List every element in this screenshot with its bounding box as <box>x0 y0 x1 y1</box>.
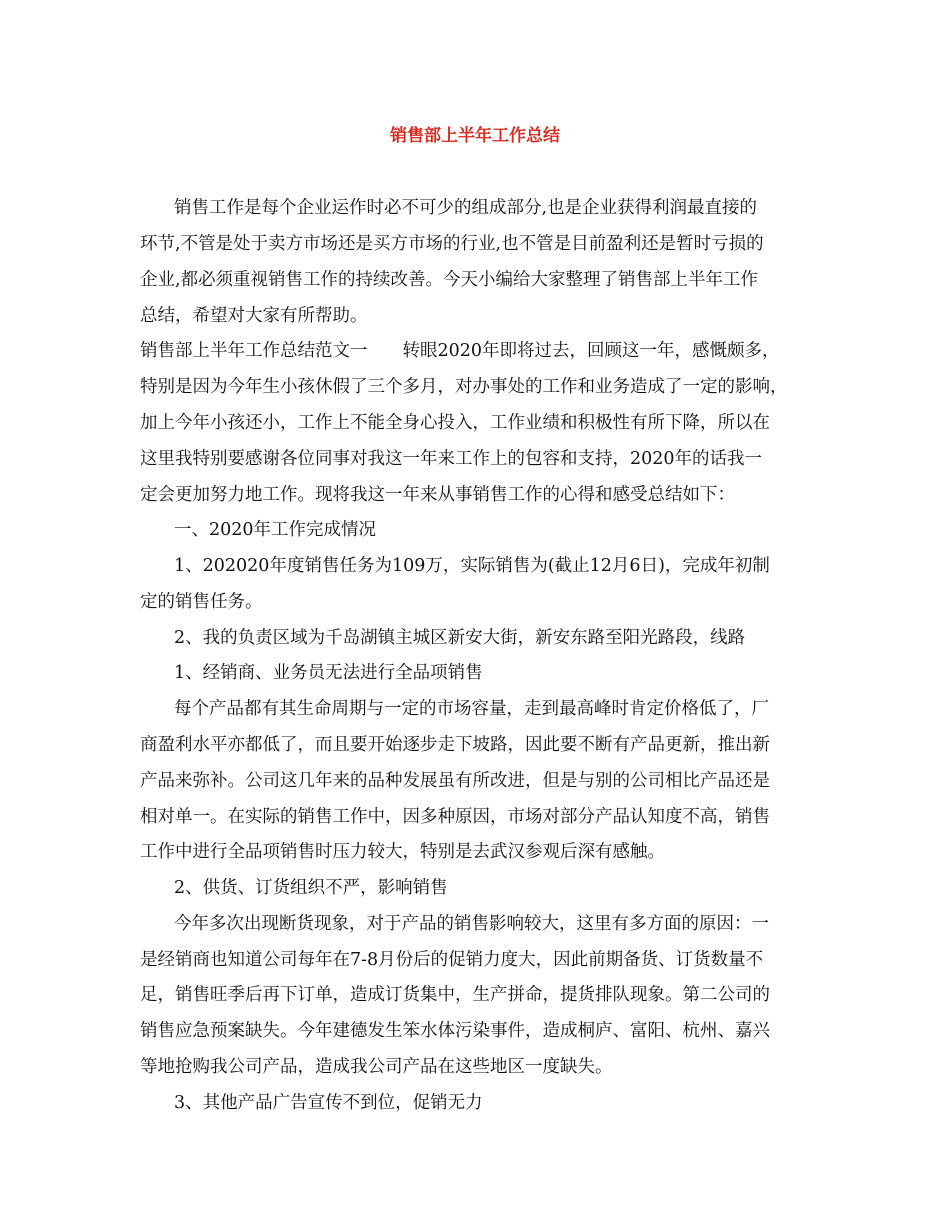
body-line: 定会更加努力地工作。现将我这一年来从事销售工作的心得和感受总结如下： <box>140 485 735 505</box>
body-line: 今年多次出现断货现象，对于产品的销售影响较大，这里有多方面的原因：一 <box>174 914 769 934</box>
body-line: 特别是因为今年生小孩休假了三个多月，对办事处的工作和业务造成了一定的影响， <box>140 377 788 397</box>
body-line: 产品来弥补。公司这几年来的品种发展虽有所改进，但是与别的公司相比产品还是 <box>140 771 770 791</box>
body-line: 加上今年小孩还小，工作上不能全身心投入，工作业绩和积极性有所下降，所以在 <box>140 413 770 433</box>
subsection-heading: 3、其他产品广告宣传不到位，促销无力 <box>174 1093 483 1113</box>
body-line: 相对单一。在实际的销售工作中，因多种原因，市场对部分产品认知度不高，销售 <box>140 807 770 827</box>
subsection-heading: 2、供货、订货组织不严，影响销售 <box>174 878 448 898</box>
body-line: 是经销商也知道公司每年在7-8月份后的促销力度大，因此前期备货、订货数量不 <box>140 950 764 970</box>
body-line: 1、202020年度销售任务为109万，实际销售为(截止12月6日)，完成年初制 <box>174 556 770 576</box>
body-line: 这里我特别要感谢各位同事对我这一年来工作上的包容和支持，2020年的话我一 <box>140 449 763 469</box>
body-line: 定的销售任务。 <box>140 592 263 612</box>
body-line: 环节,不管是处于卖方市场还是买方市场的行业,也不管是目前盈利还是暂时亏损的 <box>140 234 764 254</box>
section-heading: 一、2020年工作完成情况 <box>174 520 377 540</box>
document-title: 销售部上半年工作总结 <box>390 126 560 146</box>
body-line: 等地抢购我公司产品，造成我公司产品在这些地区一度缺失。 <box>140 1057 613 1077</box>
body-line: 销售应急预案缺失。今年建德发生笨水体污染事件，造成桐庐、富阳、杭州、嘉兴 <box>140 1021 770 1041</box>
body-line: 销售部上半年工作总结范文一 转眼2020年即将过去，回顾这一年，感慨颇多， <box>140 341 780 361</box>
body-line: 商盈利水平亦都低了，而且要开始逐步走下坡路，因此要不断有产品更新，推出新 <box>140 735 770 755</box>
body-line: 足，销售旺季后再下订单，造成订货集中，生产拼命，提货排队现象。第二公司的 <box>140 985 770 1005</box>
body-line: 工作中进行全品项销售时压力较大，特别是去武汉参观后深有感触。 <box>140 842 665 862</box>
body-line: 每个产品都有其生命周期与一定的市场容量，走到最高峰时肯定价格低了，厂 <box>174 699 769 719</box>
subsection-heading: 1、经销商、业务员无法进行全品项销售 <box>174 663 483 683</box>
body-line: 企业,都必须重视销售工作的持续改善。今天小编给大家整理了销售部上半年工作 <box>140 270 759 290</box>
body-line: 销售工作是每个企业运作时必不可少的组成部分,也是企业获得利润最直接的 <box>174 198 758 218</box>
body-line: 总结，希望对大家有所帮助。 <box>140 306 368 326</box>
body-line: 2、我的负责区域为千岛湖镇主城区新安大街，新安东路至阳光路段，线路 <box>174 628 746 648</box>
